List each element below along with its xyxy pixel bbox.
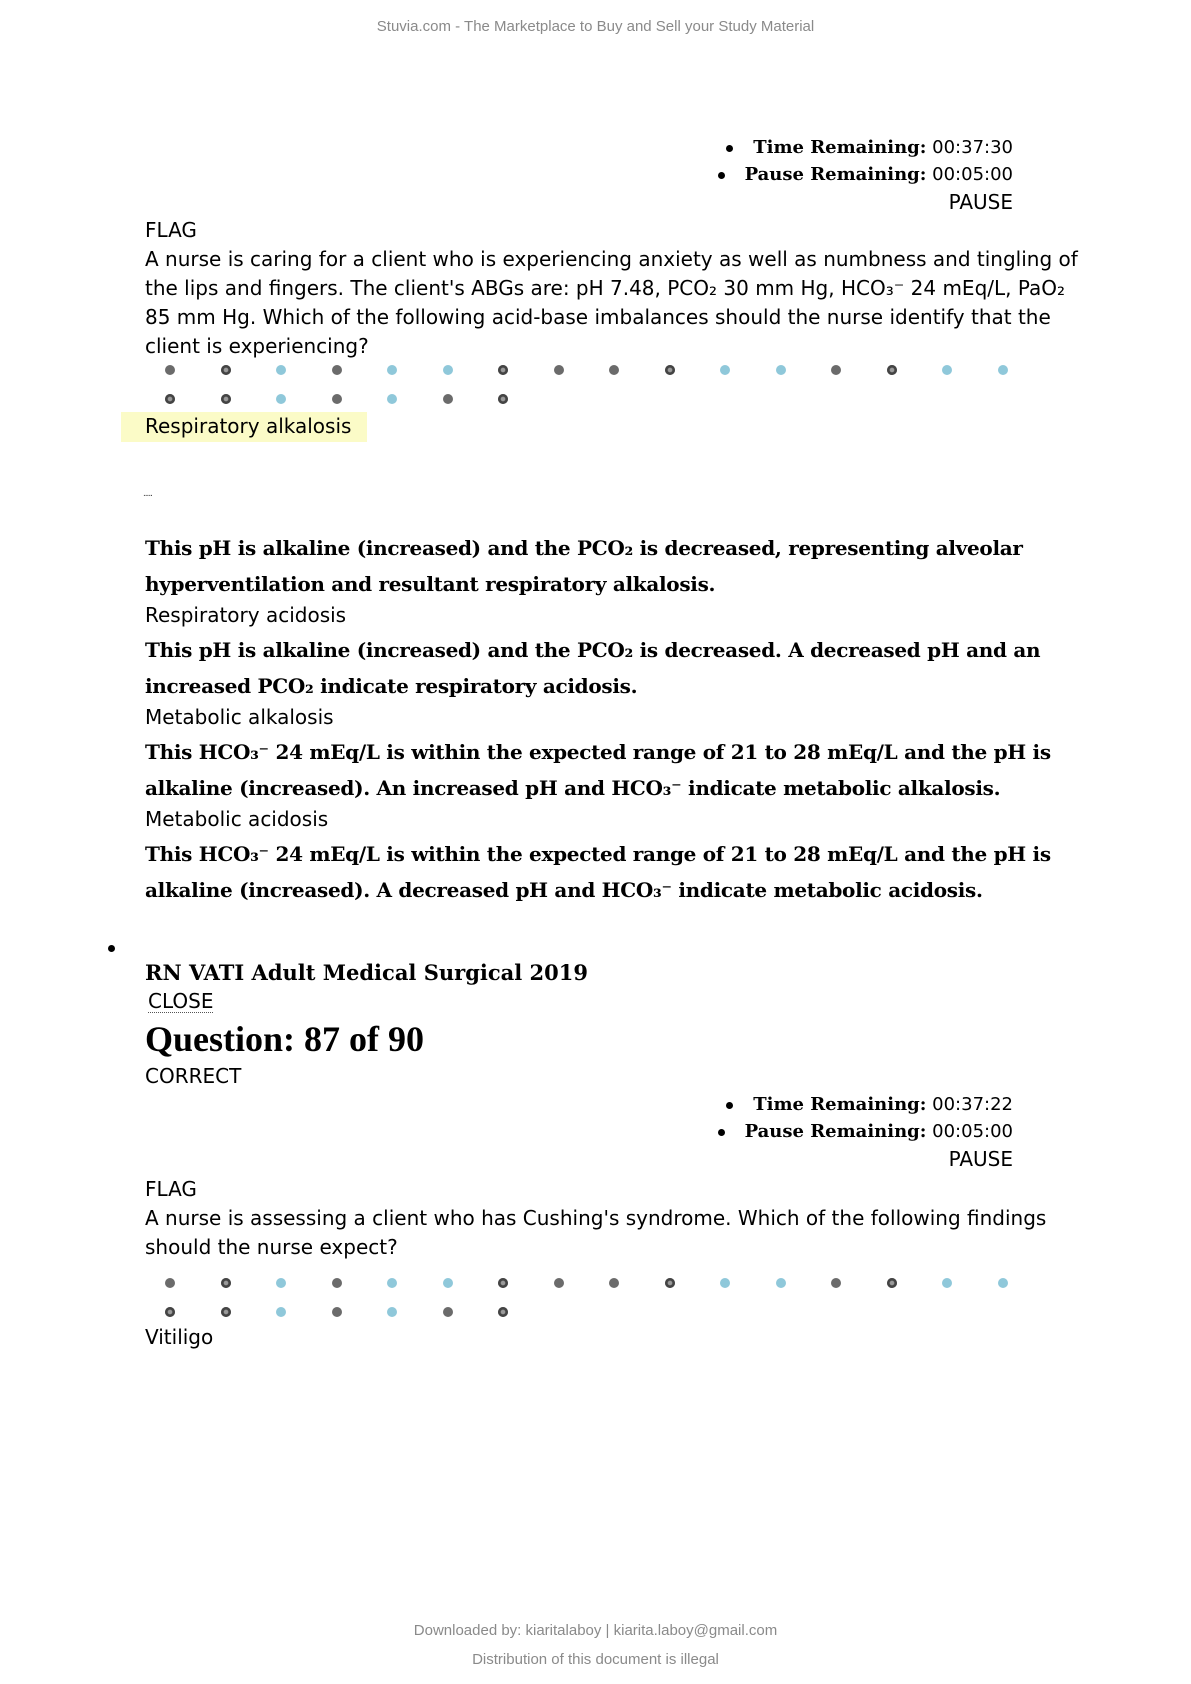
question-nav-dot[interactable] xyxy=(443,365,453,375)
answer-option-1[interactable]: Vitiligo xyxy=(145,1325,214,1349)
question-nav-dot[interactable] xyxy=(165,394,175,404)
pause-button[interactable]: PAUSE xyxy=(948,190,1013,214)
question-nav-dot[interactable] xyxy=(443,394,453,404)
question-nav-dot[interactable] xyxy=(498,394,508,404)
stuvia-header-watermark: Stuvia.com - The Marketplace to Buy and Sell your Study Material xyxy=(376,18,815,35)
time-remaining-value: 00:37:30 xyxy=(932,137,1013,158)
question-nav-dot[interactable] xyxy=(332,1307,342,1317)
question-nav-dot[interactable] xyxy=(665,365,675,375)
question-nav-dot[interactable] xyxy=(942,1278,952,1288)
question-nav-dot[interactable] xyxy=(332,394,342,404)
question-nav-dot[interactable] xyxy=(998,1278,1008,1288)
bullet-icon xyxy=(726,1102,733,1109)
question-nav-dot[interactable] xyxy=(387,365,397,375)
question-nav-dot[interactable] xyxy=(221,1278,231,1288)
question-navigator xyxy=(165,1278,1045,1318)
time-remaining-label: Time Remaining: xyxy=(753,137,927,158)
question-nav-dot[interactable] xyxy=(720,1278,730,1288)
question-nav-dot[interactable] xyxy=(609,365,619,375)
selected-answer-highlight: Respiratory alkalosis xyxy=(121,412,367,442)
pause-remaining xyxy=(718,1121,1013,1142)
question-number: Question: 87 of 90 xyxy=(145,1019,424,1059)
question-nav-dot[interactable] xyxy=(221,1307,231,1317)
question-nav-dot[interactable] xyxy=(609,1278,619,1288)
pause-remaining-value: 00:05:00 xyxy=(932,1121,1013,1142)
flag-button[interactable]: FLAG xyxy=(145,218,197,242)
question-nav-dot[interactable] xyxy=(276,1307,286,1317)
answer-option-3[interactable]: Metabolic alkalosis xyxy=(145,705,334,729)
pause-remaining-label: Pause Remaining: xyxy=(744,164,927,185)
question-nav-dot[interactable] xyxy=(387,1278,397,1288)
question-nav-dot[interactable] xyxy=(831,365,841,375)
question-nav-dot[interactable] xyxy=(165,1307,175,1317)
question-nav-dot[interactable] xyxy=(498,365,508,375)
question-text: A nurse is caring for a client who is experiencing anxiety as well as numbness and tingling of the lips and fingers. The client's ABGs are: pH 7.48, PCO₂ 30 mm Hg, HCO₃⁻ 24 mEq/L, PaO₂ 85 mm Hg. Which of the following acid-base imbalances should the nurse identify that the client is experiencing? xyxy=(145,247,1078,358)
question-nav-dot[interactable] xyxy=(998,365,1008,375)
pause-remaining-label: Pause Remaining: xyxy=(744,1121,927,1142)
question-nav-dot[interactable] xyxy=(332,1278,342,1288)
question-nav-dot[interactable] xyxy=(332,365,342,375)
question-nav-dot[interactable] xyxy=(387,394,397,404)
question-nav-dot[interactable] xyxy=(165,365,175,375)
question-nav-dot[interactable] xyxy=(276,365,286,375)
question-nav-dot[interactable] xyxy=(942,365,952,375)
question-nav-dot[interactable] xyxy=(665,1278,675,1288)
question-navigator xyxy=(165,365,1045,405)
pause-remaining xyxy=(718,164,1013,185)
download-info: Downloaded by: kiaritalaboy | kiarita.laboy@gmail.com xyxy=(413,1622,778,1639)
bullet-icon xyxy=(726,145,733,152)
course-title: RN VATI Adult Medical Surgical 2019 xyxy=(145,960,588,985)
close-button[interactable]: CLOSE xyxy=(148,989,214,1013)
question-nav-dot[interactable] xyxy=(554,365,564,375)
pause-remaining-value: 00:05:00 xyxy=(932,164,1013,185)
bullet-icon xyxy=(718,1129,725,1136)
question-nav-dot[interactable] xyxy=(443,1307,453,1317)
answer-option-4[interactable]: Metabolic acidosis xyxy=(145,807,329,831)
answer-option-2[interactable]: Respiratory acidosis xyxy=(145,603,347,627)
time-remaining xyxy=(726,1094,1013,1115)
answer-option-1[interactable] xyxy=(121,414,367,438)
question-nav-dot[interactable] xyxy=(165,1278,175,1288)
question-nav-dot[interactable] xyxy=(387,1307,397,1317)
question-nav-dot[interactable] xyxy=(276,1278,286,1288)
question-nav-dot[interactable] xyxy=(443,1278,453,1288)
time-remaining xyxy=(726,137,1013,158)
question-nav-dot[interactable] xyxy=(776,1278,786,1288)
answer-status: CORRECT xyxy=(145,1064,242,1088)
question-nav-dot[interactable] xyxy=(276,394,286,404)
ellipsis-marker: ..... xyxy=(143,488,152,499)
question-nav-dot[interactable] xyxy=(776,365,786,375)
time-remaining-label: Time Remaining: xyxy=(753,1094,927,1115)
question-nav-dot[interactable] xyxy=(831,1278,841,1288)
question-nav-dot[interactable] xyxy=(554,1278,564,1288)
question-nav-dot[interactable] xyxy=(498,1307,508,1317)
rationale-4: This HCO₃⁻ 24 mEq/L is within the expected range of 21 to 28 mEq/L and the pH is alkaline (increased). A decreased pH and HCO₃⁻ indicate metabolic acidosis. xyxy=(145,842,1051,902)
list-bullet-icon xyxy=(108,945,115,952)
rationale-1: This pH is alkaline (increased) and the PCO₂ is decreased, representing alveolar hyperventilation and resultant respiratory alkalosis. xyxy=(145,536,1023,596)
time-remaining-value: 00:37:22 xyxy=(932,1094,1013,1115)
question-nav-dot[interactable] xyxy=(887,1278,897,1288)
pause-button[interactable]: PAUSE xyxy=(948,1147,1013,1171)
rationale-2: This pH is alkaline (increased) and the PCO₂ is decreased. A decreased pH and an increased PCO₂ indicate respiratory acidosis. xyxy=(145,638,1041,698)
question-nav-dot[interactable] xyxy=(720,365,730,375)
bullet-icon xyxy=(718,172,725,179)
question-nav-dot[interactable] xyxy=(498,1278,508,1288)
question-nav-dot[interactable] xyxy=(887,365,897,375)
flag-button[interactable]: FLAG xyxy=(145,1177,197,1201)
question-text: A nurse is assessing a client who has Cushing's syndrome. Which of the following findings should the nurse expect? xyxy=(145,1206,1047,1259)
question-nav-dot[interactable] xyxy=(221,394,231,404)
rationale-3: This HCO₃⁻ 24 mEq/L is within the expected range of 21 to 28 mEq/L and the pH is alkaline (increased). An increased pH and HCO₃⁻ indicate metabolic alkalosis. xyxy=(145,740,1051,800)
question-nav-dot[interactable] xyxy=(221,365,231,375)
distribution-notice: Distribution of this document is illegal xyxy=(472,1651,719,1668)
